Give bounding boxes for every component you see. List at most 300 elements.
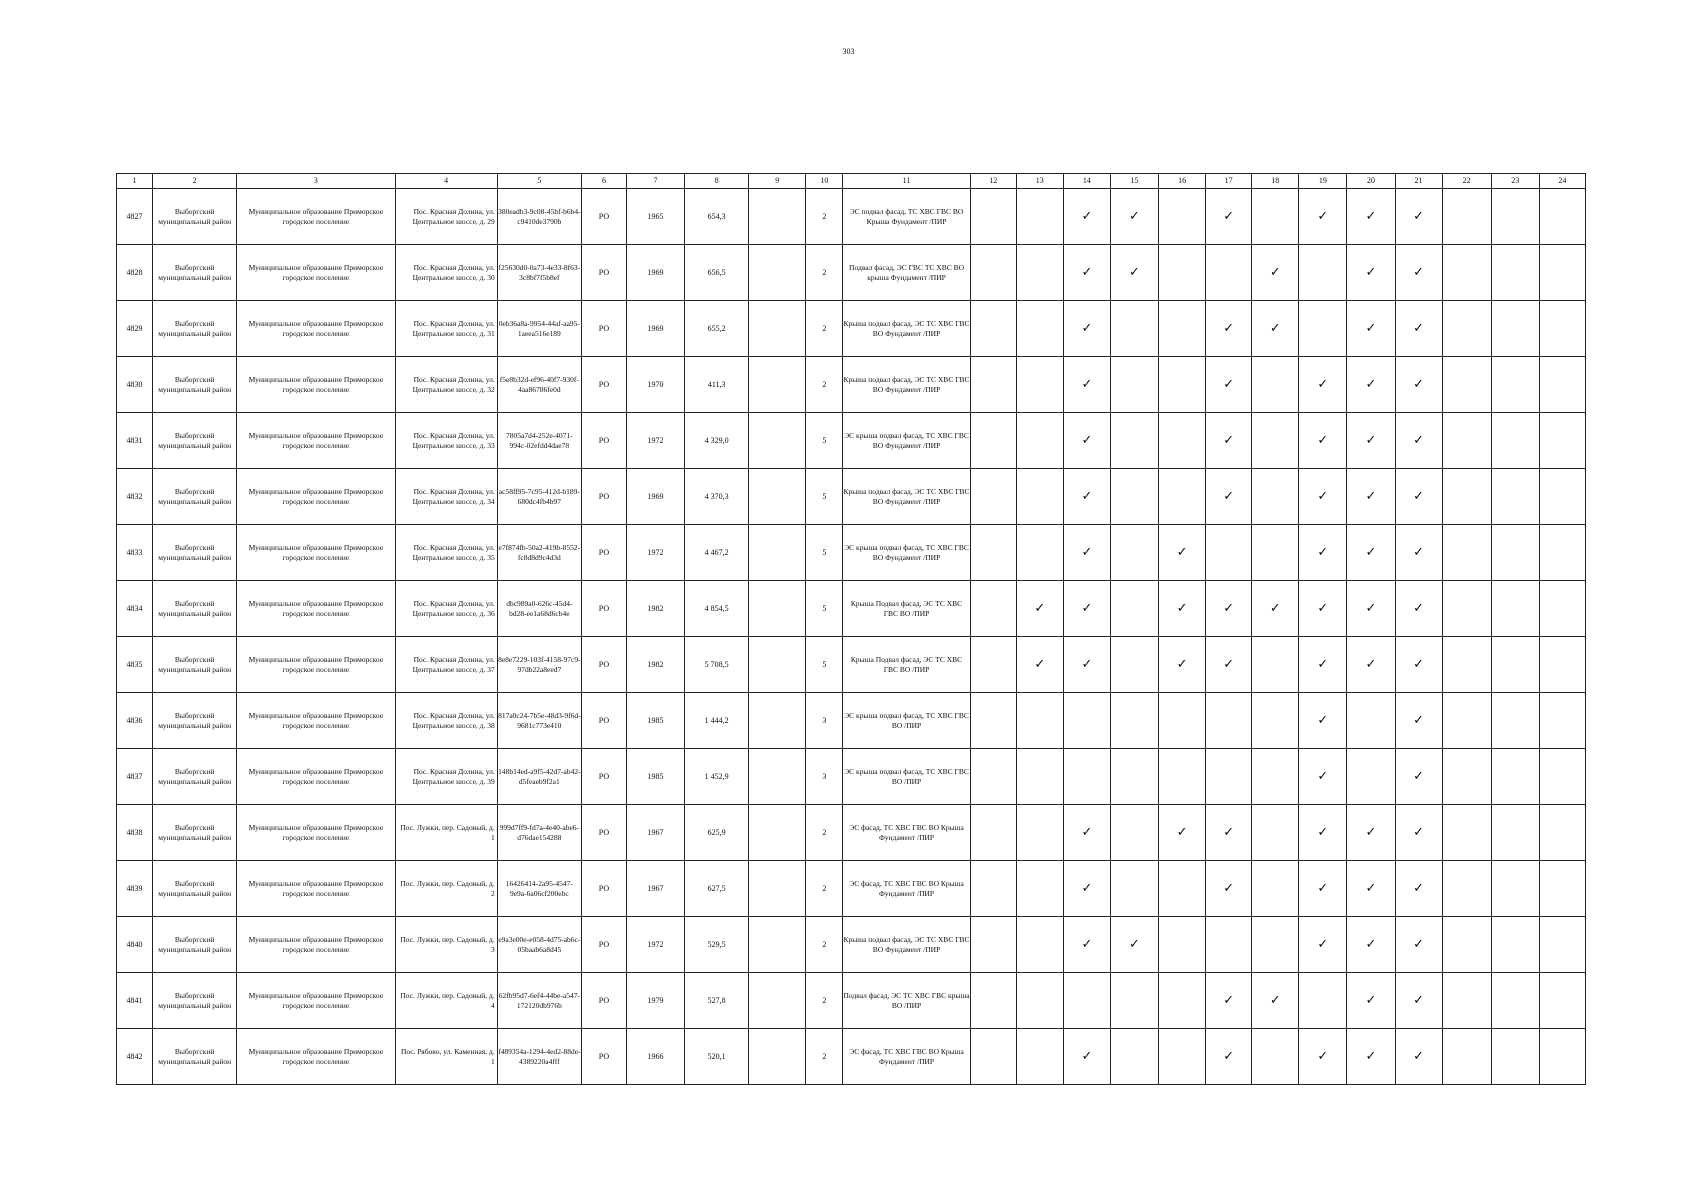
column-header: 15 (1110, 174, 1158, 189)
table-row (117, 357, 1586, 413)
guid-cell: e7f874fb-50a2-419b-8552-fc8d8d9c4d3d (497, 525, 581, 581)
checkmark-icon: ✓ (1395, 189, 1442, 245)
checkmark-icon: ✓ (1299, 749, 1347, 805)
district-cell: Выборгский муниципальный район (153, 805, 237, 861)
row-number-cell: 4838 (117, 805, 153, 861)
type-cell: РО (581, 413, 626, 469)
year-cell: 1985 (627, 693, 685, 749)
year-cell: 1982 (627, 637, 685, 693)
table-row (117, 637, 1586, 693)
area-cell: 654,3 (685, 189, 749, 245)
column-header: 24 (1539, 174, 1585, 189)
area-cell: 4 370,3 (685, 469, 749, 525)
year-cell: 1972 (627, 413, 685, 469)
guid-cell: dbc989a0-626c-45d4-bd28-ee1a68d6cb4e (497, 581, 581, 637)
area-cell: 529,5 (685, 917, 749, 973)
empty-cell (1252, 1029, 1299, 1085)
empty-cell (1491, 581, 1539, 637)
checkmark-icon: ✓ (1347, 357, 1395, 413)
empty-cell (749, 245, 806, 301)
empty-cell (1491, 413, 1539, 469)
empty-cell (1539, 805, 1585, 861)
empty-cell (1252, 861, 1299, 917)
row-number-cell: 4836 (117, 693, 153, 749)
area-cell: 5 708,5 (685, 637, 749, 693)
empty-cell (1539, 749, 1585, 805)
empty-cell (1442, 805, 1491, 861)
column-header: 10 (806, 174, 843, 189)
empty-cell (1206, 917, 1252, 973)
year-cell: 1985 (627, 749, 685, 805)
checkmark-icon: ✓ (1347, 525, 1395, 581)
empty-cell (1299, 973, 1347, 1029)
empty-cell (970, 637, 1016, 693)
empty-cell (1491, 1029, 1539, 1085)
checkmark-icon: ✓ (1299, 693, 1347, 749)
empty-cell (1491, 973, 1539, 1029)
year-cell: 1967 (627, 805, 685, 861)
empty-cell (1159, 693, 1206, 749)
floors-cell: 2 (806, 245, 843, 301)
type-cell: РО (581, 581, 626, 637)
works-cell: ЭС крыша подвал фасад, ТС ХВС ГВС ВО Фундамент /ПИР (843, 525, 970, 581)
guid-cell: 7805a7d4-252e-4071-994c-02efdd4dae78 (497, 413, 581, 469)
empty-cell (1110, 413, 1158, 469)
address-cell: Пос. Красная Долина, ул. Центральное шоссе, д. 38 (395, 693, 497, 749)
year-cell: 1969 (627, 301, 685, 357)
guid-cell: 999d7ff9-fd7a-4e40-abe6-d76dae154288 (497, 805, 581, 861)
empty-cell (1491, 469, 1539, 525)
checkmark-icon: ✓ (1299, 581, 1347, 637)
empty-cell (1063, 749, 1110, 805)
checkmark-icon: ✓ (1347, 805, 1395, 861)
empty-cell (1347, 693, 1395, 749)
municipality-cell: Муниципальное образование Приморское городское поселение (237, 917, 395, 973)
checkmark-icon: ✓ (1395, 805, 1442, 861)
empty-cell (1110, 301, 1158, 357)
checkmark-icon: ✓ (1252, 973, 1299, 1029)
municipality-cell: Муниципальное образование Приморское городское поселение (237, 693, 395, 749)
column-header: 5 (497, 174, 581, 189)
checkmark-icon: ✓ (1395, 861, 1442, 917)
empty-cell (970, 861, 1016, 917)
checkmark-icon: ✓ (1347, 1029, 1395, 1085)
empty-cell (1299, 245, 1347, 301)
floors-cell: 5 (806, 637, 843, 693)
checkmark-icon: ✓ (1347, 917, 1395, 973)
checkmark-icon: ✓ (1299, 637, 1347, 693)
empty-cell (1016, 301, 1063, 357)
empty-cell (1206, 245, 1252, 301)
table-row (117, 581, 1586, 637)
works-cell: ЭС подвал фасад, ТС ХВС ГВС ВО Крыша Фундамент /ПИР (843, 189, 970, 245)
empty-cell (1539, 301, 1585, 357)
year-cell: 1967 (627, 861, 685, 917)
empty-cell (1539, 693, 1585, 749)
empty-cell (1110, 693, 1158, 749)
column-header: 9 (749, 174, 806, 189)
table-row (117, 301, 1586, 357)
empty-cell (970, 1029, 1016, 1085)
empty-cell (1442, 1029, 1491, 1085)
empty-cell (970, 469, 1016, 525)
empty-cell (1016, 1029, 1063, 1085)
address-cell: Пос. Красная Долина, ул. Центральное шоссе, д. 32 (395, 357, 497, 413)
empty-cell (749, 637, 806, 693)
empty-cell (1016, 245, 1063, 301)
empty-cell (1159, 301, 1206, 357)
empty-cell (1442, 357, 1491, 413)
checkmark-icon: ✓ (1395, 525, 1442, 581)
empty-cell (1110, 469, 1158, 525)
checkmark-icon: ✓ (1206, 413, 1252, 469)
row-number-cell: 4834 (117, 581, 153, 637)
column-header: 7 (627, 174, 685, 189)
empty-cell (1491, 637, 1539, 693)
municipality-cell: Муниципальное образование Приморское городское поселение (237, 861, 395, 917)
floors-cell: 5 (806, 469, 843, 525)
empty-cell (1159, 917, 1206, 973)
empty-cell (1491, 693, 1539, 749)
checkmark-icon: ✓ (1206, 469, 1252, 525)
checkmark-icon: ✓ (1395, 301, 1442, 357)
type-cell: РО (581, 917, 626, 973)
empty-cell (1016, 357, 1063, 413)
empty-cell (1063, 973, 1110, 1029)
guid-cell: 16426414-2a95-4547-9e9a-6a06cf200ebc (497, 861, 581, 917)
type-cell: РО (581, 525, 626, 581)
checkmark-icon: ✓ (1206, 1029, 1252, 1085)
empty-cell (1442, 245, 1491, 301)
works-cell: Подвал фасад, ЭС ТС ХВС ГВС крыша ВО /ПИР (843, 973, 970, 1029)
empty-cell (749, 525, 806, 581)
floors-cell: 2 (806, 917, 843, 973)
column-header: 23 (1491, 174, 1539, 189)
address-cell: Пос. Лужки, пер. Садовый, д. 4 (395, 973, 497, 1029)
area-cell: 4 467,2 (685, 525, 749, 581)
year-cell: 1970 (627, 357, 685, 413)
checkmark-icon: ✓ (1063, 469, 1110, 525)
floors-cell: 2 (806, 189, 843, 245)
guid-cell: 0eb36a8a-9954-44af-aa95-1aeea516e189 (497, 301, 581, 357)
district-cell: Выборгский муниципальный район (153, 861, 237, 917)
municipality-cell: Муниципальное образование Приморское городское поселение (237, 525, 395, 581)
works-cell: ЭС фасад, ТС ХВС ГВС ВО Крыша Фундамент /ПИР (843, 1029, 970, 1085)
empty-cell (1491, 189, 1539, 245)
empty-cell (1539, 245, 1585, 301)
floors-cell: 2 (806, 861, 843, 917)
type-cell: РО (581, 749, 626, 805)
year-cell: 1972 (627, 525, 685, 581)
empty-cell (749, 693, 806, 749)
area-cell: 1 452,9 (685, 749, 749, 805)
area-cell: 4 329,0 (685, 413, 749, 469)
empty-cell (749, 469, 806, 525)
empty-cell (1442, 749, 1491, 805)
checkmark-icon: ✓ (1347, 973, 1395, 1029)
empty-cell (1491, 525, 1539, 581)
checkmark-icon: ✓ (1347, 469, 1395, 525)
column-header: 14 (1063, 174, 1110, 189)
empty-cell (1442, 469, 1491, 525)
checkmark-icon: ✓ (1063, 245, 1110, 301)
empty-cell (1252, 637, 1299, 693)
empty-cell (749, 805, 806, 861)
empty-cell (1491, 245, 1539, 301)
empty-cell (970, 973, 1016, 1029)
column-header: 21 (1395, 174, 1442, 189)
row-number-cell: 4833 (117, 525, 153, 581)
address-cell: Пос. Лужки, пер. Садовый, д. 3 (395, 917, 497, 973)
empty-cell (970, 525, 1016, 581)
empty-cell (749, 189, 806, 245)
address-cell: Пос. Лужки, пер. Садовый, д. 1 (395, 805, 497, 861)
column-header: 2 (153, 174, 237, 189)
district-cell: Выборгский муниципальный район (153, 301, 237, 357)
row-number-cell: 4830 (117, 357, 153, 413)
empty-cell (1442, 189, 1491, 245)
column-header: 19 (1299, 174, 1347, 189)
checkmark-icon: ✓ (1299, 1029, 1347, 1085)
municipality-cell: Муниципальное образование Приморское городское поселение (237, 301, 395, 357)
empty-cell (1539, 917, 1585, 973)
floors-cell: 2 (806, 357, 843, 413)
checkmark-icon: ✓ (1299, 189, 1347, 245)
floors-cell: 5 (806, 413, 843, 469)
empty-cell (970, 189, 1016, 245)
empty-cell (1442, 973, 1491, 1029)
area-cell: 625,9 (685, 805, 749, 861)
checkmark-icon: ✓ (1347, 581, 1395, 637)
checkmark-icon: ✓ (1206, 581, 1252, 637)
guid-cell: e9a3e00e-e058-4d75-ab6c-05baab6a8d45 (497, 917, 581, 973)
checkmark-icon: ✓ (1299, 357, 1347, 413)
empty-cell (1252, 189, 1299, 245)
address-cell: Пос. Красная Долина, ул. Центральное шоссе, д. 39 (395, 749, 497, 805)
empty-cell (1110, 805, 1158, 861)
floors-cell: 2 (806, 973, 843, 1029)
empty-cell (1539, 637, 1585, 693)
year-cell: 1965 (627, 189, 685, 245)
district-cell: Выборгский муниципальный район (153, 189, 237, 245)
type-cell: РО (581, 637, 626, 693)
checkmark-icon: ✓ (1395, 749, 1442, 805)
checkmark-icon: ✓ (1395, 973, 1442, 1029)
works-cell: ЭС крыша подвал фасад, ТС ХВС ГВС ВО /ПИР (843, 693, 970, 749)
checkmark-icon: ✓ (1395, 693, 1442, 749)
municipality-cell: Муниципальное образование Приморское городское поселение (237, 357, 395, 413)
empty-cell (1016, 189, 1063, 245)
works-cell: Подвал фасад, ЭС ГВС ТС ХВС ВО крыша Фундамент /ПИР (843, 245, 970, 301)
empty-cell (1206, 525, 1252, 581)
empty-cell (749, 581, 806, 637)
type-cell: РО (581, 245, 626, 301)
checkmark-icon: ✓ (1159, 637, 1206, 693)
guid-cell: 148b14ed-a9f5-42d7-ab42-d5feaeb9f2a1 (497, 749, 581, 805)
checkmark-icon: ✓ (1110, 917, 1158, 973)
empty-cell (1110, 749, 1158, 805)
works-cell: Крыша подвал фасад, ЭС ТС ХВС ГВС ВО Фундамент /ПИР (843, 469, 970, 525)
empty-cell (1491, 861, 1539, 917)
table-row (117, 693, 1586, 749)
district-cell: Выборгский муниципальный район (153, 413, 237, 469)
checkmark-icon: ✓ (1016, 581, 1063, 637)
checkmark-icon: ✓ (1299, 917, 1347, 973)
column-header: 13 (1016, 174, 1063, 189)
row-number-cell: 4837 (117, 749, 153, 805)
checkmark-icon: ✓ (1110, 189, 1158, 245)
empty-cell (1252, 525, 1299, 581)
checkmark-icon: ✓ (1395, 245, 1442, 301)
checkmark-icon: ✓ (1299, 525, 1347, 581)
empty-cell (1016, 693, 1063, 749)
works-cell: ЭС крыша подвал фасад, ТС ХВС ГВС ВО /ПИР (843, 749, 970, 805)
row-number-cell: 4840 (117, 917, 153, 973)
page-number: 303 (842, 47, 855, 56)
checkmark-icon: ✓ (1347, 413, 1395, 469)
column-header: 4 (395, 174, 497, 189)
empty-cell (1539, 1029, 1585, 1085)
empty-cell (970, 413, 1016, 469)
checkmark-icon: ✓ (1206, 189, 1252, 245)
table-row (117, 525, 1586, 581)
empty-cell (970, 749, 1016, 805)
district-cell: Выборгский муниципальный район (153, 245, 237, 301)
empty-cell (1491, 805, 1539, 861)
row-number-cell: 4827 (117, 189, 153, 245)
year-cell: 1982 (627, 581, 685, 637)
empty-cell (1159, 413, 1206, 469)
empty-cell (1442, 581, 1491, 637)
empty-cell (1491, 917, 1539, 973)
address-cell: Пос. Красная Долина, ул. Центральное шоссе, д. 33 (395, 413, 497, 469)
guid-cell: 817a0c24-7b5e-48d3-9f6d-9681c773e410 (497, 693, 581, 749)
area-cell: 411,3 (685, 357, 749, 413)
year-cell: 1966 (627, 1029, 685, 1085)
empty-cell (1110, 637, 1158, 693)
empty-cell (1252, 917, 1299, 973)
empty-cell (749, 749, 806, 805)
column-header: 11 (843, 174, 970, 189)
area-cell: 627,5 (685, 861, 749, 917)
empty-cell (1442, 693, 1491, 749)
table-row (117, 1029, 1586, 1085)
checkmark-icon: ✓ (1110, 245, 1158, 301)
address-cell: Пос. Красная Долина, ул. Центральное шоссе, д. 35 (395, 525, 497, 581)
district-cell: Выборгский муниципальный район (153, 749, 237, 805)
empty-cell (1016, 973, 1063, 1029)
type-cell: РО (581, 1029, 626, 1085)
table-row (117, 805, 1586, 861)
type-cell: РО (581, 189, 626, 245)
works-cell: Крыша Подвал фасад, ЭС ТС ХВС ГВС ВО /ПИР (843, 637, 970, 693)
checkmark-icon: ✓ (1159, 581, 1206, 637)
type-cell: РО (581, 301, 626, 357)
works-cell: Крыша Подвал фасад, ЭС ТС ХВС ГВС ВО /ПИР (843, 581, 970, 637)
checkmark-icon: ✓ (1063, 357, 1110, 413)
type-cell: РО (581, 973, 626, 1029)
empty-cell (1110, 525, 1158, 581)
empty-cell (1016, 469, 1063, 525)
district-cell: Выборгский муниципальный район (153, 637, 237, 693)
checkmark-icon: ✓ (1063, 1029, 1110, 1085)
area-cell: 1 444,2 (685, 693, 749, 749)
empty-cell (1442, 917, 1491, 973)
empty-cell (1252, 413, 1299, 469)
municipality-cell: Муниципальное образование Приморское городское поселение (237, 637, 395, 693)
floors-cell: 3 (806, 749, 843, 805)
floors-cell: 2 (806, 805, 843, 861)
address-cell: Пос. Красная Долина, ул. Центральное шоссе, д. 36 (395, 581, 497, 637)
checkmark-icon: ✓ (1063, 525, 1110, 581)
empty-cell (970, 805, 1016, 861)
empty-cell (1159, 1029, 1206, 1085)
checkmark-icon: ✓ (1299, 469, 1347, 525)
empty-cell (1539, 861, 1585, 917)
column-header: 6 (581, 174, 626, 189)
floors-cell: 2 (806, 1029, 843, 1085)
address-cell: Пос. Красная Долина, ул. Центральное шоссе, д. 30 (395, 245, 497, 301)
year-cell: 1969 (627, 245, 685, 301)
row-number-cell: 4832 (117, 469, 153, 525)
checkmark-icon: ✓ (1159, 805, 1206, 861)
guid-cell: f25630d0-0a73-4e33-8f63-3c8bf7f5b8ef (497, 245, 581, 301)
empty-cell (1159, 357, 1206, 413)
address-cell: Пос. Красная Долина, ул. Центральное шоссе, д. 34 (395, 469, 497, 525)
empty-cell (1159, 189, 1206, 245)
column-header: 17 (1206, 174, 1252, 189)
row-number-cell: 4828 (117, 245, 153, 301)
checkmark-icon: ✓ (1395, 357, 1442, 413)
empty-cell (970, 357, 1016, 413)
empty-cell (970, 301, 1016, 357)
empty-cell (1491, 301, 1539, 357)
year-cell: 1979 (627, 973, 685, 1029)
table-body (117, 189, 1586, 1085)
checkmark-icon: ✓ (1395, 469, 1442, 525)
checkmark-icon: ✓ (1206, 357, 1252, 413)
floors-cell: 5 (806, 581, 843, 637)
checkmark-icon: ✓ (1347, 245, 1395, 301)
checkmark-icon: ✓ (1063, 189, 1110, 245)
empty-cell (749, 301, 806, 357)
empty-cell (749, 357, 806, 413)
row-number-cell: 4842 (117, 1029, 153, 1085)
checkmark-icon: ✓ (1063, 581, 1110, 637)
empty-cell (1539, 525, 1585, 581)
table-row (117, 917, 1586, 973)
guid-cell: 62fb95d7-6ef4-44be-a547-172120db976b (497, 973, 581, 1029)
district-cell: Выборгский муниципальный район (153, 469, 237, 525)
empty-cell (1016, 749, 1063, 805)
column-header: 16 (1159, 174, 1206, 189)
empty-cell (749, 973, 806, 1029)
table-row (117, 749, 1586, 805)
empty-cell (1299, 301, 1347, 357)
checkmark-icon: ✓ (1063, 805, 1110, 861)
district-cell: Выборгский муниципальный район (153, 693, 237, 749)
empty-cell (1539, 581, 1585, 637)
checkmark-icon: ✓ (1347, 301, 1395, 357)
empty-cell (970, 917, 1016, 973)
works-cell: ЭС крыша подвал фасад, ТС ХВС ГВС ВО Фундамент /ПИР (843, 413, 970, 469)
municipality-cell: Муниципальное образование Приморское городское поселение (237, 973, 395, 1029)
checkmark-icon: ✓ (1252, 245, 1299, 301)
checkmark-icon: ✓ (1063, 917, 1110, 973)
row-number-cell: 4839 (117, 861, 153, 917)
guid-cell: ac58ff95-7c95-412d-b189-680dc4fb4b97 (497, 469, 581, 525)
checkmark-icon: ✓ (1063, 301, 1110, 357)
